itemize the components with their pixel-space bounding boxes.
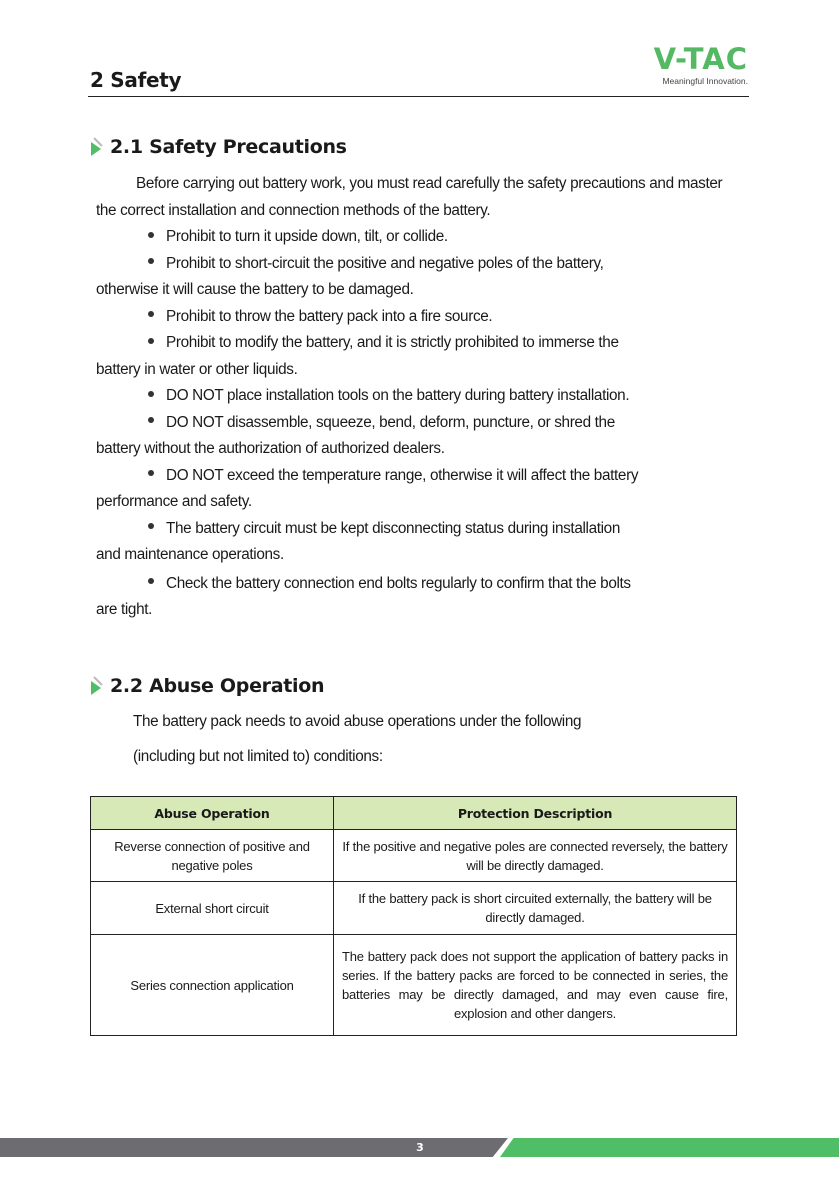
- list-item: DO NOT place installation tools on the battery during battery installation.: [96, 383, 746, 410]
- brand-logo: [612, 44, 748, 86]
- page-number: 3: [416, 1141, 424, 1154]
- bullet-icon: [148, 417, 154, 423]
- table-cell: External short circuit: [91, 882, 334, 935]
- bullet-icon: [148, 232, 154, 238]
- bullet-icon: [148, 578, 154, 584]
- green-triangle-icon: [90, 676, 104, 696]
- section-intro-line1: The battery pack needs to avoid abuse operations under the following: [133, 713, 582, 730]
- table-row: [91, 935, 737, 1036]
- table-cell: If the battery pack is short circuited externally, the battery will be directly damaged.: [334, 882, 737, 935]
- table-row: [91, 882, 737, 935]
- list-item: Prohibit to turn it upside down, tilt, or collide.: [96, 224, 746, 251]
- table-cell: The battery pack does not support the application of battery packs in series. If the battery packs are forced to be connected in series, the batteries may be directly damaged, and may even cause fire, explosion and other dangers.: [334, 935, 737, 1036]
- bullet-icon: [148, 258, 154, 264]
- green-triangle-icon: [90, 137, 104, 157]
- abuse-operation-table: [90, 796, 737, 1036]
- chapter-title: 2 Safety: [90, 68, 182, 92]
- list-item: The battery circuit must be kept disconnecting status during installation and maintenance operations.: [96, 519, 621, 563]
- section-heading-abuse-operation: [90, 675, 324, 697]
- column-header-protection-description: Protection Description: [334, 797, 737, 830]
- bullet-icon: [148, 391, 154, 397]
- list-item: Prohibit to throw the battery pack into a fire source.: [96, 304, 746, 331]
- list-item: Prohibit to short-circuit the positive and negative poles of the battery, otherwise it will cause the battery to be damaged.: [96, 254, 604, 298]
- table-cell: If the positive and negative poles are connected reversely, the battery will be directly damaged.: [334, 830, 737, 882]
- table-cell: Reverse connection of positive and negative poles: [91, 830, 334, 882]
- table-cell: Series connection application: [91, 935, 334, 1036]
- column-header-abuse-operation: Abuse Operation: [91, 797, 334, 830]
- bullet-icon: [148, 311, 154, 317]
- logo-tagline: Meaningful Innovation.: [662, 76, 748, 86]
- section-title: 2.2 Abuse Operation: [110, 675, 325, 697]
- section-heading-safety-precautions: [90, 136, 347, 158]
- logo-mark: V-TAC: [653, 42, 748, 76]
- footer-bar-gray: [0, 1138, 508, 1157]
- table-row: [91, 830, 737, 882]
- section-title: 2.1 Safety Precautions: [110, 136, 347, 158]
- bullet-icon: [148, 470, 154, 476]
- bullet-icon: [148, 523, 154, 529]
- list-item: Check the battery connection end bolts regularly to confirm that the bolts are tight.: [96, 574, 631, 618]
- bullet-icon: [148, 338, 154, 344]
- table-header-row: [91, 797, 737, 830]
- footer-bar-green: [500, 1138, 839, 1157]
- list-item: Prohibit to modify the battery, and it is strictly prohibited to immerse the battery in water or other liquids.: [96, 334, 619, 378]
- list-item: DO NOT disassemble, squeeze, bend, deform, puncture, or shred the battery without the authorization of authorized dealers.: [96, 413, 615, 457]
- precautions-list: [96, 224, 746, 624]
- list-item: DO NOT exceed the temperature range, otherwise it will affect the battery performance and safety.: [96, 466, 639, 510]
- section-intro-line2: (including but not limited to) conditions:: [133, 748, 383, 765]
- chapter-divider: [88, 96, 749, 97]
- section-intro: Before carrying out battery work, you must read carefully the safety precautions and master the correct installation and connection methods of the battery.: [96, 175, 723, 219]
